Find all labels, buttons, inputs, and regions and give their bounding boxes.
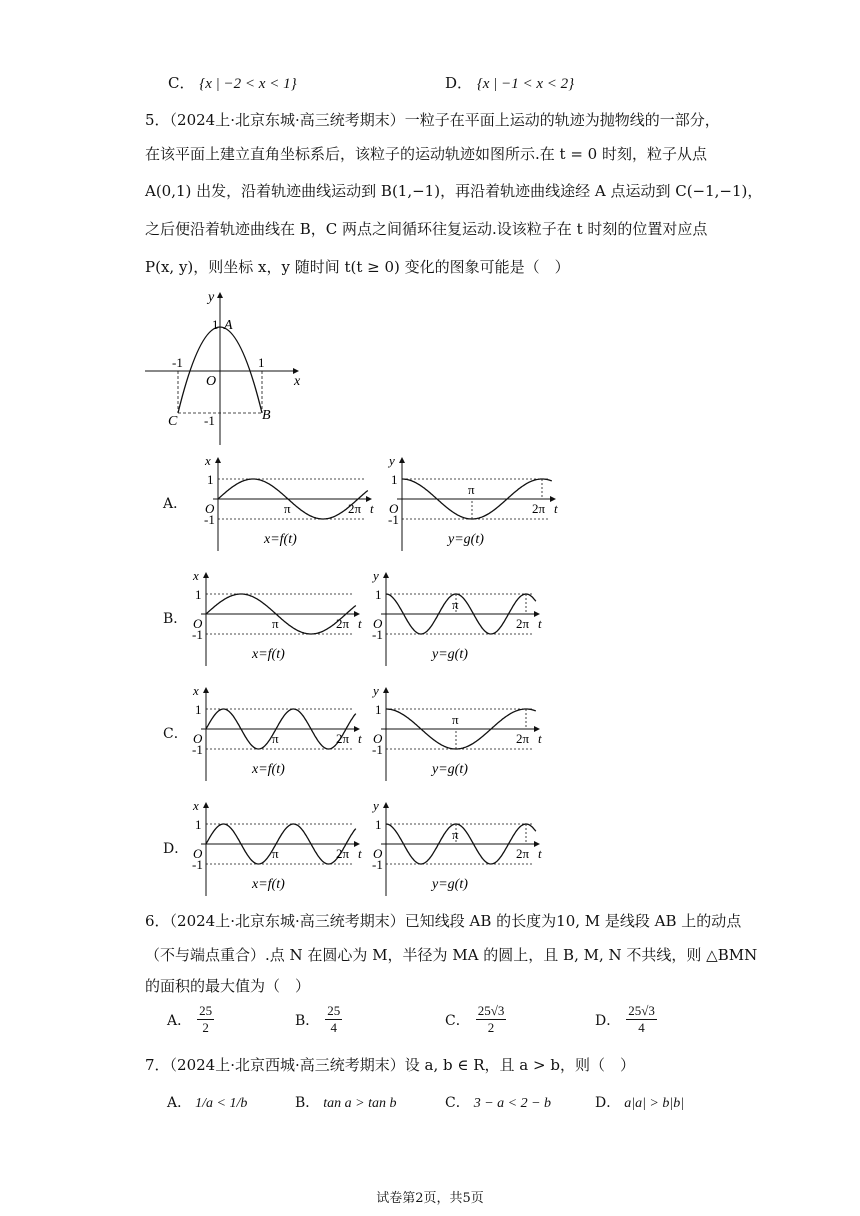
graph-axis-letter: y — [373, 568, 379, 583]
tick-one: 1 — [375, 817, 382, 832]
q4-option-d — [445, 72, 574, 93]
tick-two-pi: 2π — [516, 731, 530, 746]
q5-stem-line3: A(0,1) 出发，沿着轨迹曲线运动到 B(1,−1)，再沿着轨迹曲线途经 A 点运动到 C(−1,−1)， — [145, 182, 763, 200]
tick-neg-one: -1 — [372, 742, 383, 757]
tick-one: 1 — [375, 702, 382, 717]
tick-one: 1 — [207, 472, 214, 487]
graph-caption: y=g(t) — [432, 647, 468, 662]
q5-trajectory-figure — [140, 285, 310, 450]
tick-two-pi: 2π — [516, 616, 530, 631]
tick-pi: π — [452, 597, 459, 612]
tick-two-pi: 2π — [336, 731, 350, 746]
q6-option-a — [167, 1003, 214, 1036]
option-text: 1/a < 1/b — [195, 1096, 248, 1111]
point-c-label: C — [168, 414, 178, 429]
tick-neg-one: -1 — [372, 627, 383, 642]
tick-two-pi: 2π — [532, 501, 546, 516]
graph-caption: y=g(t) — [448, 532, 484, 547]
q5-option-label-d: D． — [163, 841, 189, 857]
graph-axis-letter: x — [193, 798, 199, 813]
q5-option-d-x-graph — [186, 800, 361, 910]
q5-option-b-y-graph — [366, 570, 541, 680]
origin-label: O — [389, 501, 399, 516]
tick-pi: π — [468, 482, 475, 497]
tick-neg1-y: -1 — [204, 413, 215, 428]
graph-caption: y=g(t) — [432, 762, 468, 777]
denominator: 2 — [202, 1020, 209, 1035]
q5-option-label-a: A． — [163, 496, 188, 512]
q5-option-c-y-graph — [366, 685, 541, 795]
fraction — [476, 1003, 507, 1036]
q5-stem-line2: 在该平面上建立直角坐标系后，该粒子的运动轨迹如图所示.在 t = 0 时刻，粒子从点 — [145, 145, 707, 163]
graph-caption: y=g(t) — [432, 877, 468, 892]
q6-stem-line2: （不与端点重合）.点 N 在圆心为 M，半径为 MA 的圆上，且 B, M, N 不共线，则 △BMN — [145, 946, 758, 964]
q4-option-c-text: {x | −2 < x < 1} — [199, 76, 297, 92]
fraction — [325, 1003, 342, 1036]
q5-option-a-y-graph — [382, 455, 557, 565]
q5-stem-line1: 5．（2024上·北京东城·高三统考期末）一粒子在平面上运动的轨迹为抛物线的一部分， — [145, 111, 720, 129]
q5-stem-line5: P(x, y)，则坐标 x，y 随时间 t(t ≥ 0) 变化的图象可能是（ ） — [145, 258, 570, 276]
q4-option-d-label: D． — [445, 74, 473, 92]
numerator: 25√3 — [628, 1003, 655, 1018]
graph-caption: x=f(t) — [264, 532, 297, 547]
tick-neg1-x: -1 — [172, 355, 183, 370]
q4-option-c — [168, 72, 297, 93]
graph-axis-letter: x — [193, 568, 199, 583]
q4-option-c-label: C． — [168, 74, 195, 92]
tick-two-pi: 2π — [516, 846, 530, 861]
numerator: 25 — [199, 1003, 213, 1018]
origin-label: O — [373, 616, 383, 631]
option-label: C． — [445, 1012, 470, 1029]
option-label: B． — [295, 1095, 320, 1111]
q6-stem-line3: 的面积的最大值为（ ） — [145, 977, 311, 995]
origin-label: O — [206, 374, 217, 389]
page-footer: 试卷第2页，共5页 — [376, 1191, 484, 1206]
tick-one: 1 — [195, 702, 202, 717]
option-label: A． — [167, 1095, 192, 1111]
t-axis-label: t — [358, 846, 362, 861]
q5-option-b-x-graph — [186, 570, 361, 680]
graph-axis-letter: x — [205, 453, 211, 468]
tick-pi: π — [284, 501, 291, 516]
q7-option-d — [595, 1092, 684, 1112]
axis-x-label: x — [294, 374, 301, 389]
tick-1-x: 1 — [258, 355, 265, 370]
graph-caption: x=f(t) — [252, 647, 285, 662]
option-text: tan a > tan b — [323, 1096, 397, 1111]
q6-option-c — [445, 1003, 506, 1036]
t-axis-label: t — [554, 501, 558, 516]
tick-neg-one: -1 — [192, 857, 203, 872]
origin-label: O — [193, 846, 203, 861]
option-text: a|a| > b|b| — [624, 1096, 685, 1111]
t-axis-label: t — [538, 731, 542, 746]
tick-neg-one: -1 — [192, 627, 203, 642]
q6-option-b — [295, 1003, 342, 1036]
tick-neg-one: -1 — [388, 512, 399, 527]
origin-label: O — [205, 501, 215, 516]
q6-stem-line1: 6．（2024上·北京东城·高三统考期末）已知线段 AB 的长度为10, M 是线段 AB 上的动点 — [145, 912, 742, 930]
q5-option-label-c: C． — [163, 726, 188, 742]
tick-neg-one: -1 — [192, 742, 203, 757]
denominator: 4 — [330, 1020, 338, 1035]
tick-pi: π — [272, 616, 279, 631]
denominator: 4 — [638, 1020, 645, 1035]
tick-two-pi: 2π — [336, 846, 350, 861]
origin-label: O — [193, 731, 203, 746]
tick-pi: π — [272, 731, 279, 746]
tick-one: 1 — [391, 472, 398, 487]
fraction — [197, 1003, 214, 1036]
tick-pi: π — [452, 827, 459, 842]
q5-option-a-x-graph — [198, 455, 373, 565]
q7-stem: 7．（2024上·北京西城·高三统考期末）设 a, b ∈ R，且 a > b，则（ ） — [145, 1056, 635, 1074]
axis-y-label: y — [208, 290, 215, 305]
tick-one: 1 — [195, 817, 202, 832]
q7-option-c — [445, 1092, 551, 1112]
origin-label: O — [373, 846, 383, 861]
option-label: C． — [445, 1095, 470, 1111]
option-label: B． — [295, 1012, 320, 1029]
origin-label: O — [373, 731, 383, 746]
tick-neg-one: -1 — [372, 857, 383, 872]
option-label: D． — [595, 1012, 621, 1029]
tick-one: 1 — [195, 587, 202, 602]
q5-option-c-x-graph — [186, 685, 361, 795]
graph-axis-letter: y — [373, 798, 379, 813]
tick-1-y: 1 — [212, 317, 219, 332]
q5-stem-line4: 之后便沿着轨迹曲线在 B，C 两点之间循环往复运动.设该粒子在 t 时刻的位置对应点 — [145, 220, 708, 238]
denominator: 2 — [487, 1020, 495, 1035]
tick-neg-one: -1 — [204, 512, 215, 527]
q5-option-d-y-graph — [366, 800, 541, 910]
option-label: A． — [167, 1012, 192, 1029]
q4-option-d-text: {x | −1 < x < 2} — [476, 76, 575, 92]
option-label: D． — [595, 1095, 621, 1111]
numerator: 25√3 — [477, 1003, 505, 1018]
point-a-label: A — [224, 318, 233, 333]
point-b-label: B — [262, 408, 271, 423]
numerator: 25 — [327, 1003, 341, 1018]
q7-option-b — [295, 1092, 397, 1112]
option-text: 3 − a < 2 − b — [473, 1096, 552, 1111]
fraction — [626, 1003, 657, 1036]
graph-axis-letter: y — [389, 453, 395, 468]
graph-axis-letter: y — [373, 683, 379, 698]
graph-axis-letter: x — [193, 683, 199, 698]
q7-option-a — [167, 1092, 247, 1112]
tick-two-pi: 2π — [336, 616, 350, 631]
q6-option-d — [595, 1003, 657, 1036]
tick-pi: π — [452, 712, 459, 727]
t-axis-label: t — [370, 501, 374, 516]
tick-pi: π — [272, 846, 279, 861]
tick-two-pi: 2π — [348, 501, 362, 516]
t-axis-label: t — [538, 616, 542, 631]
graph-caption: x=f(t) — [252, 877, 285, 892]
t-axis-label: t — [538, 846, 542, 861]
graph-caption: x=f(t) — [252, 762, 285, 777]
t-axis-label: t — [358, 616, 362, 631]
q5-option-label-b: B． — [163, 611, 188, 627]
tick-one: 1 — [375, 587, 382, 602]
t-axis-label: t — [358, 731, 362, 746]
origin-label: O — [193, 616, 203, 631]
